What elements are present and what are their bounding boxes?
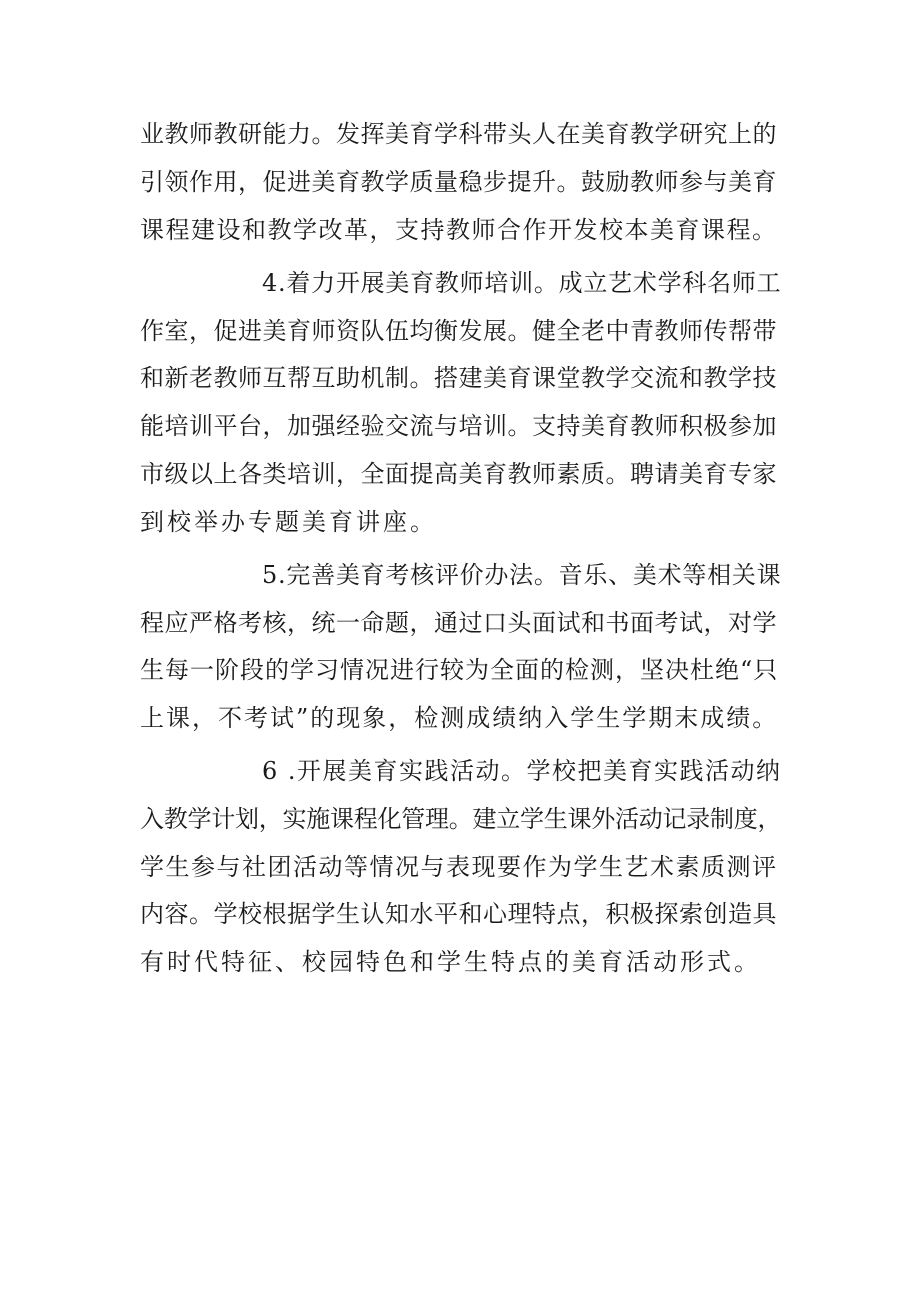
paragraph-3-line: 课程建设和教学改革，支持教师合作开发校本美育课程。 [140,216,778,244]
paragraph-6-line: 学生参与社团活动等情况与表现要作为学生艺术素质测评 [140,853,778,881]
paragraph-5-line: 上课，不考试”的现象，检测成绩纳入学生学期末成绩。 [140,704,779,732]
paragraph-3-line: 引领作用，促进美育教学质量稳步提升。鼓励教师参与美育 [140,168,777,196]
paragraph-4-line: 作室，促进美育师资队伍均衡发展。健全老中青教师传帮带 [140,317,777,345]
paragraph-5-line: 程应严格考核，统一命题，通过口头面试和书面考试，对学 [140,609,777,637]
paragraph-6-line: 有时代特征、校园特色和学生特点的美育活动形式。 [140,948,761,976]
paragraph-4-line: 到校举办专题美育讲座。 [140,508,437,536]
paragraph-4-line: 能培训平台，加强经验交流与培训。支持美育教师积极参加 [140,412,777,440]
paragraph-6-line: 入教学计划，实施课程化管理。建立学生课外活动记录制度， [140,805,782,833]
paragraph-4-line: 市级以上各类培训，全面提高美育教师素质。聘请美育专家 [140,460,777,488]
paragraph-6-line: 内容。学校根据学生认知水平和心理特点，积极探索创造具 [140,900,777,928]
paragraph-3-line: 业教师教研能力。发挥美育学科带头人在美育教学研究上的 [140,120,777,148]
paragraph-6-heading-line: 6 .开展美育实践活动。学校把美育实践活动纳 [262,757,782,785]
paragraph-5-line: 生每一阶段的学习情况进行较为全面的检测，坚决杜绝“只 [140,656,779,684]
paragraph-5-heading-line: 5.完善美育考核评价办法。音乐、美术等相关课 [262,561,782,589]
paragraph-4-line: 和新老教师互帮互助机制。搭建美育课堂教学交流和教学技 [140,364,777,392]
paragraph-4-heading-line: 4.着力开展美育教师培训。成立艺术学科名师工 [262,269,782,297]
